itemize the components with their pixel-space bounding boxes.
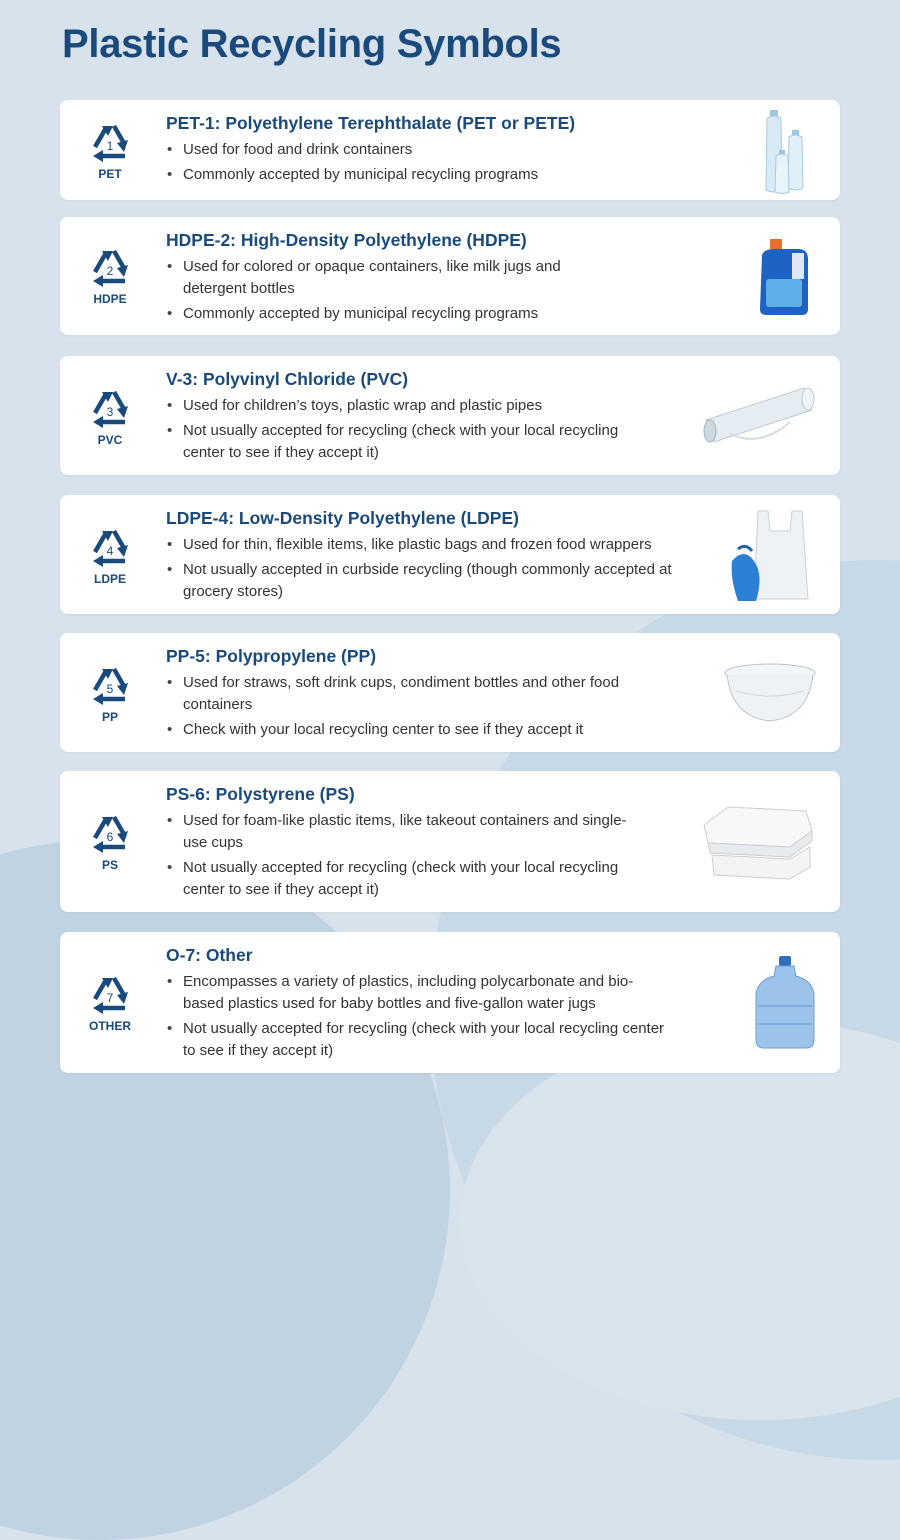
- recycling-symbol-7: [80, 966, 140, 1033]
- bullet-list: [166, 256, 616, 325]
- plastic-heading: HDPE-2: High-Density Polyethylene (HDPE): [166, 230, 527, 250]
- plastic-card-pet: [60, 100, 840, 200]
- list-item: • Not usually accepted in curbside recycling (though commonly accepted at grocery stores): [166, 559, 696, 603]
- bullet-list: [166, 139, 706, 186]
- resin-code: PP: [101, 710, 118, 724]
- svg-text:5: 5: [106, 682, 114, 696]
- list-item: • Used for food and drink containers: [166, 139, 706, 161]
- plastic-card-ps: [60, 771, 840, 912]
- recycle-icon: [81, 380, 139, 434]
- plastic-heading: PET-1: Polyethylene Terephthalate (PET or PETE): [166, 113, 576, 133]
- detergent-jug-image: [752, 235, 818, 317]
- plastic-heading: V-3: Polyvinyl Chloride (PVC): [166, 369, 409, 389]
- bullet-list: [166, 395, 636, 464]
- resin-code: PVC: [97, 433, 123, 447]
- list-item: • Not usually accepted for recycling (check with your local recycling center to see if they accept it): [166, 1018, 666, 1062]
- list-item: • Used for children’s toys, plastic wrap and plastic pipes: [166, 395, 636, 417]
- resin-code: PS: [101, 858, 118, 872]
- foam-containers-image: [698, 801, 818, 883]
- recycling-symbol-2: [80, 239, 140, 306]
- list-item: • Commonly accepted by municipal recycling programs: [166, 303, 616, 325]
- recycle-icon: [81, 114, 139, 168]
- list-item: • Used for colored or opaque containers, like milk jugs and detergent bottles: [166, 256, 616, 300]
- plastic-heading: PP-5: Polypropylene (PP): [166, 646, 377, 666]
- recycling-symbol-1: [80, 114, 140, 181]
- plastic-heading: LDPE-4: Low-Density Polyethylene (LDPE): [166, 508, 519, 528]
- svg-text:3: 3: [106, 405, 114, 419]
- resin-code: OTHER: [89, 1019, 131, 1033]
- recycling-symbol-5: [80, 657, 140, 724]
- plastic-wrap-roll-image: [700, 382, 818, 448]
- recycle-icon: [81, 805, 139, 859]
- recycling-symbol-4: [80, 519, 140, 586]
- plastic-card-pp: [60, 633, 840, 752]
- list-item: • Not usually accepted for recycling (check with your local recycling center to see if they accept it): [166, 420, 636, 464]
- page-title: Plastic Recycling Symbols: [62, 22, 562, 66]
- recycling-symbol-3: [80, 380, 140, 447]
- list-item: • Used for thin, flexible items, like plastic bags and frozen food wrappers: [166, 534, 696, 556]
- recycle-icon: [81, 966, 139, 1020]
- list-item: • Used for straws, soft drink cups, condiment bottles and other food containers: [166, 672, 636, 716]
- resin-code: HDPE: [93, 292, 127, 306]
- clear-bowl-image: [722, 661, 818, 725]
- list-item: • Check with your local recycling center to see if they accept it: [166, 719, 636, 741]
- svg-text:2: 2: [106, 264, 114, 278]
- list-item: • Commonly accepted by municipal recycling programs: [166, 164, 706, 186]
- bullet-list: [166, 810, 636, 901]
- plastic-card-pvc: [60, 356, 840, 475]
- bullet-list: [166, 971, 666, 1062]
- resin-code: PET: [98, 167, 122, 181]
- list-item: • Encompasses a variety of plastics, including polycarbonate and bio-based plastics used for baby bottles and five-gallon water jugs: [166, 971, 666, 1015]
- bullet-list: [166, 672, 636, 741]
- plastic-heading: O-7: Other: [166, 945, 253, 965]
- plastic-card-hdpe: [60, 217, 840, 335]
- recycling-symbol-6: [80, 805, 140, 872]
- svg-text:6: 6: [106, 830, 114, 844]
- recycle-icon: [81, 657, 139, 711]
- svg-text:4: 4: [106, 544, 114, 558]
- resin-code: LDPE: [93, 572, 126, 586]
- plastic-card-other: [60, 932, 840, 1073]
- list-item: • Not usually accepted for recycling (check with your local recycling center to see if they accept it): [166, 857, 636, 901]
- svg-text:1: 1: [106, 139, 114, 153]
- svg-text:7: 7: [106, 991, 114, 1005]
- recycle-icon: [81, 239, 139, 293]
- water-bottles-image: [758, 106, 818, 194]
- plastic-card-ldpe: [60, 495, 840, 614]
- bullet-list: [166, 534, 696, 603]
- plastic-heading: PS-6: Polystyrene (PS): [166, 784, 355, 804]
- water-jug-image: [752, 954, 818, 1050]
- recycle-icon: [81, 519, 139, 573]
- list-item: • Used for foam-like plastic items, like takeout containers and single-use cups: [166, 810, 636, 854]
- plastic-bags-image: [728, 507, 818, 603]
